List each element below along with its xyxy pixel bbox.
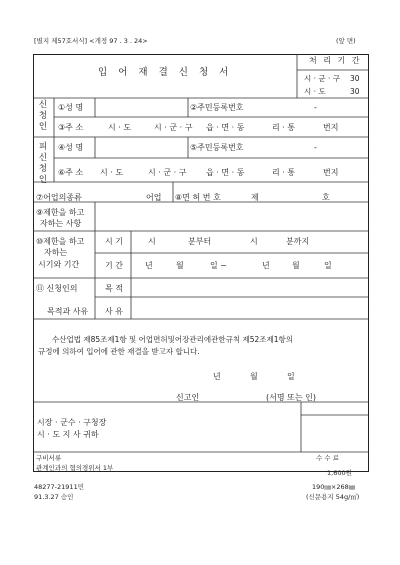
reporter-label: 신고인 (176, 393, 200, 402)
respondent-rrn-label: ⑤주민등록번호 (190, 143, 244, 152)
applicant-addr-sido: 시 · 도 (108, 123, 132, 132)
applicant-rrn-field[interactable]: - (314, 103, 317, 112)
applicant-addr-bunji: 번지 (323, 123, 339, 132)
fishery-type-suffix: 어업 (146, 193, 162, 202)
respondent-name-label: ④성 명 (58, 143, 84, 152)
license-number-label: ⑧면 허 번 호 (175, 193, 221, 202)
period-start-year-unit: 년 (145, 261, 153, 270)
respondent-addr-ritong: 리 · 통 (272, 168, 296, 177)
processing-period-label: 처 리 기 간 (309, 56, 362, 65)
paper-size: 190㎜×268㎜ (312, 483, 356, 491)
time-start-minute-unit: 분부터 (188, 237, 212, 246)
form-title: 입 어 재 결 신 청 서 (98, 67, 233, 78)
processing-days-1: 30 (350, 74, 360, 83)
page-side-label: (앞 면) (336, 37, 356, 45)
restriction-period-label-3: 시기와 기간 (38, 260, 80, 269)
respondent-addr-eupmyeondong: 읍 · 면 · 동 (206, 168, 245, 177)
time-end-hour-unit: 시 (250, 237, 258, 246)
time-end-minute-unit: 분까지 (286, 237, 310, 246)
signature-note: (서명 또는 인) (266, 393, 316, 402)
form-number: [별지 제57호서식] <개정 97 . 3 . 24> (34, 37, 148, 45)
period-start-day-unit: 일 ~ (210, 261, 227, 270)
restriction-matters-label-2: 자하는 사항 (40, 219, 82, 228)
approval-date: 91.3.27 승인 (34, 493, 74, 501)
restriction-matters-label-1: ⑨제한을 하고 (36, 208, 85, 217)
required-documents-label: 구비서류 (36, 454, 62, 462)
form-grid (33, 54, 369, 472)
applicant-address-label: ③주 소 (58, 123, 84, 132)
restriction-period-label-1: ⑩제한을 하고 (36, 237, 85, 246)
applicant-addr-eupmyeondong: 읍 · 면 · 동 (206, 123, 245, 132)
applicant-name-label: ①성 명 (58, 103, 84, 112)
license-prefix: 제 (251, 193, 259, 202)
fee-label: 수 수 료 (316, 454, 339, 462)
fishery-type-label: ⑦어업의종류 (36, 193, 82, 202)
period-end-year-unit: 년 (262, 261, 270, 270)
date-day-unit: 일 (287, 372, 295, 381)
license-suffix: 호 (322, 193, 330, 202)
respondent-name-field[interactable] (96, 138, 186, 156)
period-end-day-unit: 일 (324, 261, 332, 270)
respondent-addr-sido: 시 · 도 (100, 168, 124, 177)
date-year-unit: 년 (213, 372, 221, 381)
purpose-reason-row-label: 목적과 사유 (47, 307, 89, 316)
processing-days-2: 30 (350, 87, 360, 96)
paper-type: (신문용지 54g/㎡) (306, 493, 360, 501)
applicant-addr-ritong: 리 · 통 (272, 123, 296, 132)
date-month-unit: 월 (250, 372, 258, 381)
applicant-section-label: 신청인 (38, 100, 48, 132)
statement-line-2: 규정에 의하여 입어에 관한 재결을 받고자 합니다. (38, 347, 200, 356)
applicant-addr-sigungu: 시 · 군 · 구 (154, 123, 193, 132)
form-code: 48277-21911민 (34, 483, 84, 491)
period-end-month-unit: 월 (292, 261, 300, 270)
time-start-hour-unit: 시 (148, 237, 156, 246)
respondent-rrn-field[interactable]: - (314, 143, 317, 152)
processing-org-1: 시 · 군 · 구 (304, 74, 341, 83)
purpose-field-label: 목 적 (105, 284, 123, 293)
required-document-item: 관계인과의 협의경위서 1부 (36, 464, 114, 472)
addressee-line-1: 시장 · 군수 · 구청장 (37, 418, 107, 427)
addressee-line-2: 시 · 도 지 사 귀하 (37, 430, 99, 439)
restriction-period-label-2: 자하는 (44, 248, 68, 257)
respondent-addr-bunji: 번지 (323, 168, 339, 177)
time-label: 시 기 (105, 237, 123, 246)
fee-value: 1,600원 (327, 469, 352, 477)
applicant-rrn-label: ②주민등록번호 (190, 103, 244, 112)
applicant-name-field[interactable] (96, 98, 186, 116)
period-start-month-unit: 월 (176, 261, 184, 270)
processing-org-2: 시 · 도 (304, 87, 326, 96)
reason-field-label: 사 유 (105, 307, 123, 316)
period-label: 기 간 (105, 261, 123, 270)
respondent-addr-sigungu: 시 · 군 · 구 (148, 168, 187, 177)
respondent-section-label: 피신청인 (38, 142, 48, 185)
purpose-label: ⑪ 신청인의 (36, 284, 78, 293)
statement-line-1: 수산업법 제85조제1항 및 어업면허및어장관리에관한규칙 제52조제1항의 (52, 335, 294, 344)
respondent-address-label: ⑥주 소 (58, 168, 84, 177)
